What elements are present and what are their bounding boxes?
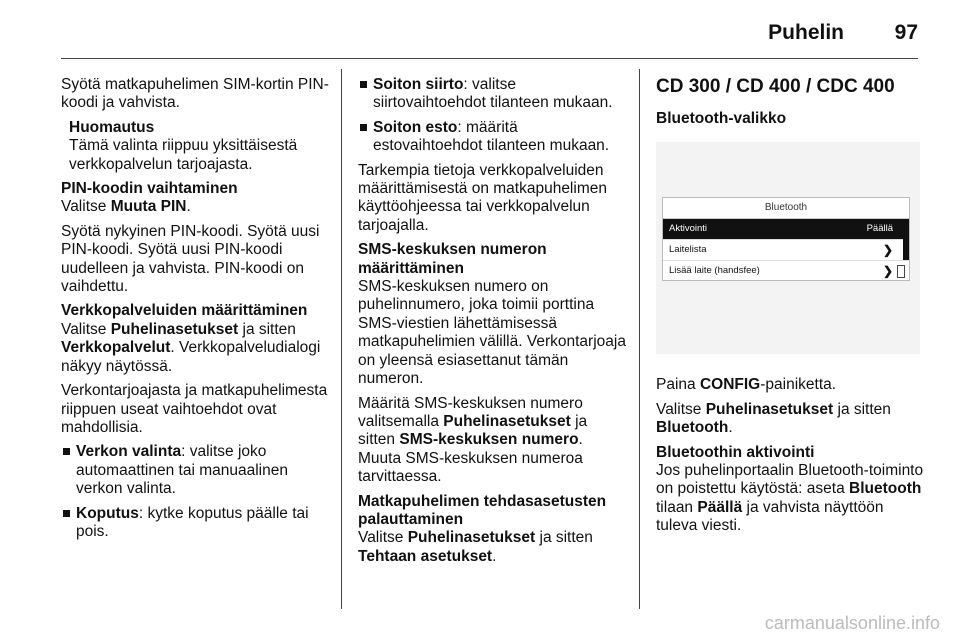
section-heading: CD 300 / CD 400 / CDC 400 [656,76,895,97]
text-run: Valitse [358,529,408,547]
bullet-call-forwarding [358,76,626,113]
bullet-term: Verkon valinta [76,443,182,461]
watermark: carmanualsonline.info [764,613,940,633]
page-title: Puhelin [768,21,844,44]
bullet-text: : määritä estovaihtoehdot tilanteen mukaan. [373,118,610,155]
activation-heading: Bluetoothin aktivointi [656,443,815,461]
text-run: Paina [656,376,700,394]
column-2 [358,76,626,572]
bullet-text: : valitse joko automaattinen tai manuaalinen verkon valinta. [76,443,288,498]
menu-option-name: Verkkopalvelut [61,339,171,357]
menu-option-name: SMS-keskuksen numero [399,431,579,449]
column-divider-2 [639,69,640,609]
reset-heading: Matkapuhelimen tehdasasetusten palauttaminen [358,492,607,528]
network-heading: Verkkopalveluiden määrittäminen [61,302,308,320]
text-run: -painiketta. [760,376,837,394]
menu-option-name: Bluetooth [849,480,922,498]
column-3 [656,76,926,542]
bullet-term: Koputus [76,504,139,522]
text-run: Valitse [656,400,706,418]
bluetooth-menu-heading: Bluetooth-valikko [656,110,787,127]
menu-option-name: Puhelinasetukset [443,412,571,430]
sms-heading: SMS-keskuksen numeron määrittäminen [358,241,547,277]
text-run: . [728,419,733,437]
screen-row-add-device [663,261,909,281]
bullet-text: : valitse siirtovaihtoehdot tilanteen mukaan. [373,76,613,112]
select-bluetooth-paragraph [656,401,926,438]
menu-option-name: Puhelinasetukset [110,320,239,338]
network-section [61,302,336,376]
text-run: ja sitten [833,400,891,418]
pin-change-heading: PIN-koodin vaihtaminen [61,180,238,198]
header-rule [61,58,918,59]
page-number: 97 [894,21,918,44]
pin-change-section [61,180,336,217]
menu-option-name: Tehtaan asetukset [358,547,493,565]
text-run: ja sitten [535,529,593,547]
network-options-text: Verkontarjoajasta ja matkapuhelimesta riippuen useat vaihtoehdot ovat mahdollisia. [61,382,328,436]
note-text: Tämä valinta riippuu yksittäisestä verkkopalvelun tarjoajasta. [69,137,298,173]
bullet-call-barring [358,119,626,156]
bullet-term: Soiton esto [373,118,458,136]
text-run: ja sitten [238,320,296,338]
menu-option-name: Muuta PIN [110,198,187,216]
column-divider-1 [341,69,342,609]
row-value: Päällä [866,223,893,235]
sms-text: SMS-keskuksen numero on puhelinnumero, joka toimii porttina SMS-viestien lähettämisessä matkapuhelimien välillä. Verkontarjoaja on yleensä esiasettanut tämän numeron. [358,278,626,388]
checkbox-icon [897,265,905,278]
more-info-paragraph: Tarkempia tietoja verkkopalveluiden määrittämisestä on matkapuhelimen käyttöohjeessa tai verkkopalvelun tarjoajalla. [358,161,607,234]
text-run: ja vahvista näyttöön tuleva viesti. [656,498,884,535]
chevron-right-icon: ❯ [882,243,893,258]
text-run: tilaan [656,498,698,516]
button-name: CONFIG [699,376,761,394]
bullet-network-selection [61,443,336,498]
sms-section [358,241,626,388]
sim-pin-paragraph: Syötä matkapuhelimen SIM-kortin PIN-koodi ja vahvista. [61,76,329,112]
text-run: Määritä SMS-keskuksen numero valitsemalla [358,394,583,430]
row-label: Lisää laite (handsfee) [669,265,760,277]
text-run: . Muuta SMS-keskuksen numeroa tarvittaessa. [358,431,583,486]
text-run: . [186,198,191,216]
text-run: . Verkkopalveludialogi näkyy näytössä. [61,339,321,375]
text-run: . [492,547,497,565]
menu-option-name: Puhelinasetukset [705,400,834,418]
reset-section [358,493,626,567]
chevron-right-icon: ❯ [882,264,893,279]
note-title: Huomautus [69,118,155,136]
screen-row-activation [663,219,909,240]
menu-option-name: Päällä [697,498,743,516]
activation-section [656,444,926,536]
text-run: ja sitten [358,412,588,449]
menu-option-name: Puhelinasetukset [407,529,536,547]
note-block [61,119,336,174]
screen-row-device-list [663,240,909,261]
bullet-term: Soiton siirto [373,76,464,93]
bluetooth-screen [662,197,910,281]
bullet-call-waiting [61,505,336,542]
scrollbar-indicator [903,219,909,260]
text-run: Jos puhelinportaalin Bluetooth-toiminto on poistettu käytöstä: aseta [656,462,924,498]
row-label: Laitelista [669,244,707,256]
text-run: Valitse [61,198,111,216]
bullet-text: : kytke koputus päälle tai pois. [76,504,309,540]
pin-change-text: Syötä nykyinen PIN-koodi. Syötä uusi PIN-koodi. Syötä uusi PIN-koodi uudelleen ja vahvista. PIN-koodi on vaihdettu. [61,222,320,296]
menu-option-name: Bluetooth [656,419,729,437]
sms-set-paragraph [358,395,626,487]
config-paragraph [656,376,926,394]
column-1 [61,76,336,547]
screen-title: Bluetooth [663,198,909,219]
text-run: Valitse [61,320,111,338]
page-header [0,0,960,58]
row-label: Aktivointi [669,223,708,235]
display-illustration [656,142,920,354]
